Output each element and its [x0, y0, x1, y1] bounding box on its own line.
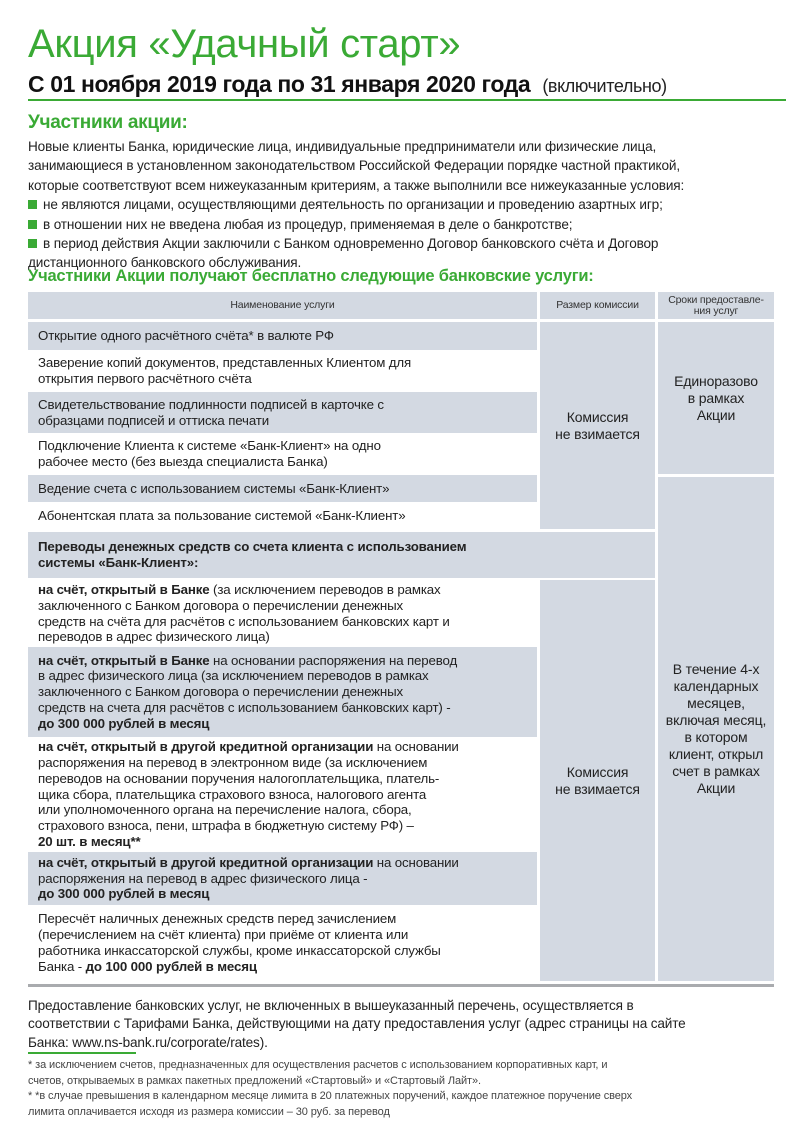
table-row: Свидетельствование подлинности подписей в карточке с образцами подписей и оттиска печати: [28, 392, 537, 433]
table-row: Абонентская плата за пользование системой «Банк-Клиент»: [28, 502, 537, 529]
participants-text: [28, 137, 788, 273]
table-row: на счёт, открытый в Банке (за исключением переводов в рамках заключенного с Банком договора о перечислении денежных средств на счёта для расчётов с использованием банковских карт и переводов в адрес физического лица): [28, 580, 537, 647]
table-row: Открытие одного расчётного счёта* в валюте РФ: [28, 322, 537, 350]
tariff-note: Предоставление банковских услуг, не включенных в вышеуказанный перечень, осуществляется в соответствии с Тарифами Банка, действующими на дату предоставления услуг (адрес страницы на сайте Банка: www.ns-bank.ru/corporate/rates).: [28, 998, 686, 1050]
group2-commission: Комиссия не взимается: [540, 580, 655, 981]
promo-period-dates: С 01 ноября 2019 года по 31 января 2020 года: [28, 71, 531, 97]
column-header-commission: Размер комиссии: [540, 292, 655, 319]
table-row: Пересчёт наличных денежных средств перед зачислением (перечислением на счёт клиента) при приёме от клиента или работника инкассаторской службы, кроме инкассаторской службы Банка - до 100 000 рублей в месяц: [28, 905, 537, 981]
green-square-bullet-icon: [28, 220, 37, 229]
footnote: счетов, открываемых в рамках пакетных предложений «Стартовый» и «Стартовый Лайт».: [28, 1074, 481, 1087]
table-bottom-divider: [28, 984, 774, 987]
green-square-bullet-icon: [28, 200, 37, 209]
column-header-term: Сроки предоставле- ния услуг: [658, 292, 774, 319]
transfers-section-heading: Переводы денежных средств со счета клиента с использованием системы «Банк-Клиент»:: [28, 532, 655, 578]
table-row: Подключение Клиента к системе «Банк-Клиент» на одно рабочее место (без выезда специалиста Банка): [28, 433, 537, 475]
table-row: на счёт, открытый в другой кредитной организации на основании распоряжения на перевод в электронном виде (за исключением переводов на основании поручения налогоплательщика, платель- щика сбора, плательщика страхового взноса, налогового агента или уполномоченного органа на перечисление налога, сбора, страхового взноса, пени, штрафа в бюджетную систему РФ) – 20 шт. в месяц**: [28, 737, 537, 852]
group1-commission: Комиссия не взимается: [540, 322, 655, 529]
condition-continuation: дистанционного банковского обслуживания.: [28, 255, 302, 271]
page-title: Акция «Удачный старт»: [28, 22, 461, 66]
intro-line: которые соответствуют всем нижеуказанным критериям, а также выполнили все нижеуказанные условия:: [28, 177, 685, 193]
footnote: * *в случае превышения в календарном месяце лимита в 20 платежных поручений, каждое платежное поручение сверх: [28, 1090, 633, 1102]
condition-item: в отношении них не введена любая из процедур, применяемая в деле о банкротстве;: [28, 215, 788, 234]
table-row: на счёт, открытый в Банке на основании распоряжения на перевод в адрес физического лица (за исключением переводов в рамках заключенного с Банком договора о перечислении денежных средств на счета для расчётов с использованием банковских карт) - до 300 000 рублей в месяц: [28, 647, 537, 737]
footnotes: [28, 1058, 788, 1120]
intro-line: занимающиеся в установленном законодательством Российской Федерации порядке частной практикой,: [28, 158, 680, 174]
services-heading: Участники Акции получают бесплатно следующие банковские услуги:: [28, 267, 594, 285]
header-divider: [28, 99, 786, 101]
footnote-divider: [28, 1052, 136, 1054]
intro-line: Новые клиенты Банка, юридические лица, индивидуальные предприниматели или физические лица,: [28, 139, 657, 154]
group2-term: В течение 4-х календарных месяцев, включая месяц, в котором клиент, открыл счет в рамках Акции: [658, 477, 774, 981]
table-row: Заверение копий документов, представленных Клиентом для открытия первого расчётного счёта: [28, 350, 537, 392]
promo-period-note: (включительно): [542, 76, 667, 96]
green-square-bullet-icon: [28, 239, 37, 248]
promo-period: [28, 70, 667, 100]
column-header-service: Наименование услуги: [28, 292, 537, 319]
footnote: лимита оплачивается исходя из размера комиссии – 30 руб. за перевод: [28, 1105, 390, 1118]
participants-heading: Участники акции:: [28, 112, 188, 133]
condition-item: в период действия Акции заключили с Банком одновременно Договор банковского счёта и Договор: [28, 234, 788, 253]
table-row: на счёт, открытый в другой кредитной организации на основании распоряжения на перевод в адрес физического лица - до 300 000 рублей в месяц: [28, 852, 537, 905]
group1-term: Единоразово в рамках Акции: [658, 322, 774, 474]
table-row: Ведение счета с использованием системы «Банк-Клиент»: [28, 475, 537, 502]
footnote: * за исключением счетов, предназначенных для осуществления расчетов с использованием корпоративных карт, и: [28, 1059, 608, 1071]
condition-item: не являются лицами, осуществляющими деятельность по организации и проведению азартных игр;: [28, 195, 788, 214]
